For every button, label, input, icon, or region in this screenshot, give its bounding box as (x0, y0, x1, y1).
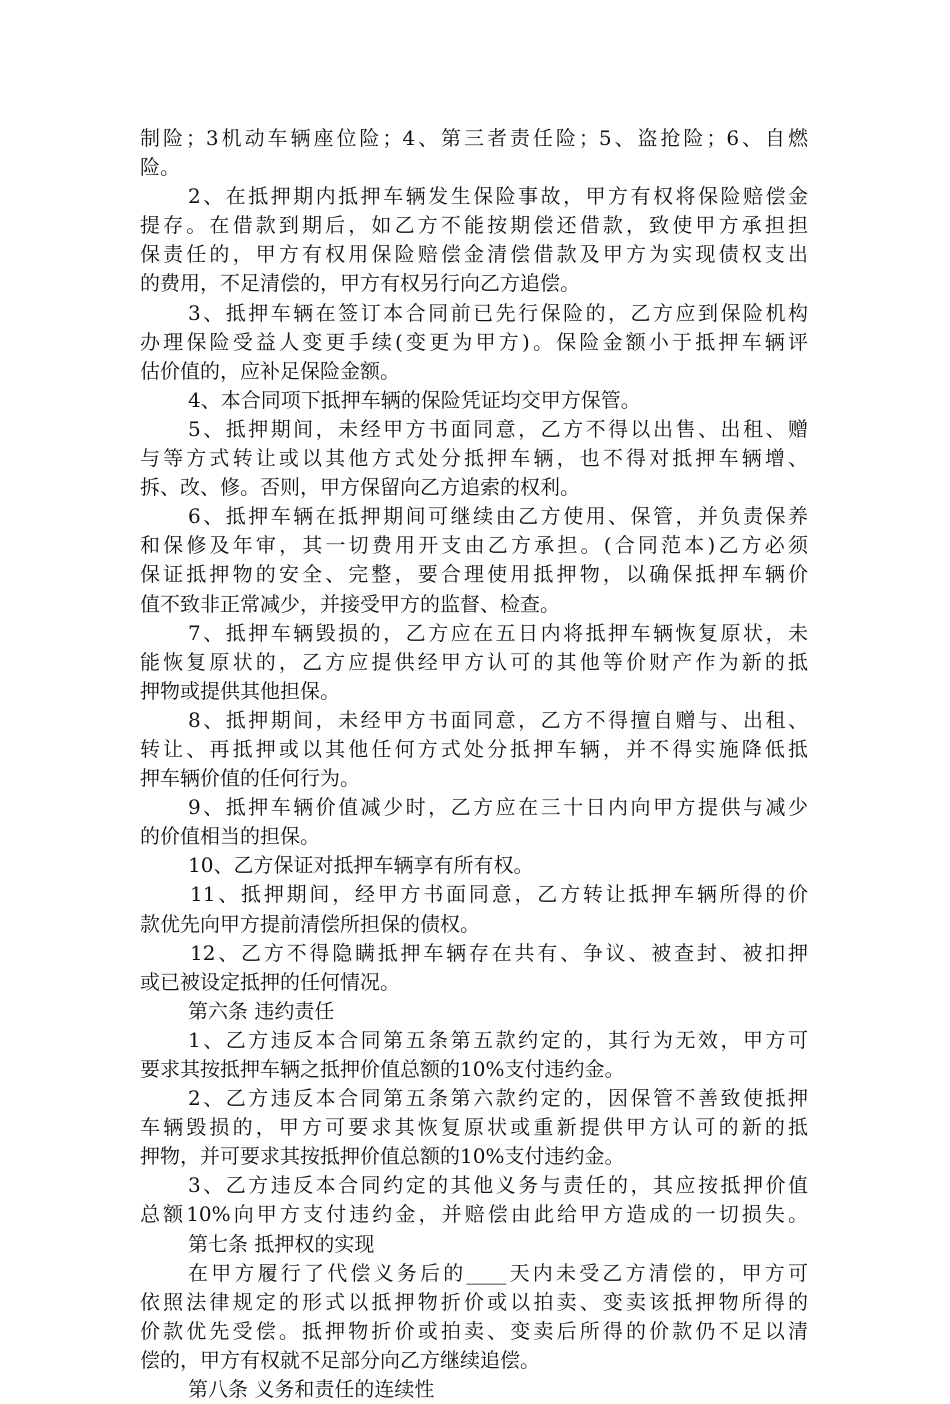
text-line: 押车辆价值的任何行为。 (140, 766, 360, 791)
text-line: 和保修及年审，其一切费用开支由乙方承担。(合同范本)乙方必须 (140, 533, 808, 558)
text-line: 能恢复原状的，乙方应提供经甲方认可的其他等价财产作为新的抵 (140, 649, 808, 674)
text-line: 4、本合同项下抵押车辆的保险凭证均交甲方保管。 (188, 387, 641, 412)
text-line: 2、乙方违反本合同第五条第六款约定的，因保管不善致使抵押 (188, 1086, 808, 1111)
text-line: 保证抵押物的安全、完整，要合理使用抵押物，以确保抵押车辆价 (140, 562, 808, 587)
text-line: 车辆毁损的，甲方可要求其恢复原状或重新提供甲方认可的新的抵 (140, 1115, 808, 1140)
text-line: 7、抵押车辆毁损的，乙方应在五日内将抵押车辆恢复原状，未 (188, 620, 808, 645)
text-line: 要求其按抵押车辆之抵押价值总额的10%支付违约金。 (140, 1057, 625, 1081)
text-line: 11、抵押期间，经甲方书面同意，乙方转让抵押车辆所得的价 (190, 882, 808, 907)
text-line: 险。 (140, 155, 180, 180)
text-line: 3、乙方违反本合同约定的其他义务与责任的，其应按抵押价值 (188, 1173, 808, 1198)
document-page (140, 124, 808, 1404)
text-line: 押物，并可要求其按抵押价值总额的10%支付违约金。 (140, 1144, 625, 1169)
text-line: 3、抵押车辆在签订本合同前已先行保险的，乙方应到保险机构 (188, 300, 808, 325)
text-line: 在甲方履行了代偿义务后的____天内未受乙方清偿的，甲方可 (188, 1260, 808, 1285)
text-line: 依照法律规定的形式以抵押物折价或以拍卖、变卖该抵押物所得的 (140, 1289, 808, 1314)
text-line: 6、抵押车辆在抵押期间可继续由乙方使用、保管，并负责保养 (188, 504, 808, 529)
text-line: 价款优先受偿。抵押物折价或拍卖、变卖后所得的价款仍不足以清 (140, 1318, 808, 1343)
text-line: 的费用，不足清偿的，甲方有权另行向乙方追偿。 (140, 271, 580, 296)
text-line: 偿的，甲方有权就不足部分向乙方继续追偿。 (140, 1347, 540, 1372)
text-line: 办理保险受益人变更手续(变更为甲方)。保险金额小于抵押车辆评 (140, 329, 808, 354)
text-line: 与等方式转让或以其他方式处分抵押车辆，也不得对抵押车辆增、 (140, 446, 808, 471)
text-line: 或已被设定抵押的任何情况。 (140, 969, 400, 994)
text-line: 9、抵押车辆价值减少时，乙方应在三十日内向甲方提供与减少 (188, 795, 808, 820)
text-line: 12、乙方不得隐瞒抵押车辆存在共有、争议、被查封、被扣押 (190, 940, 808, 965)
text-line: 2、在抵押期内抵押车辆发生保险事故，甲方有权将保险赔偿金 (188, 184, 808, 209)
text-line: 制险；3机动车辆座位险；4、第三者责任险；5、盗抢险；6、自燃 (140, 126, 808, 150)
text-line: 的价值相当的担保。 (140, 824, 320, 849)
section-heading: 第八条 义务和责任的连续性 (188, 1377, 435, 1402)
section-heading: 第七条 抵押权的实现 (188, 1231, 375, 1256)
text-line: 款优先向甲方提前清偿所担保的债权。 (140, 911, 480, 936)
text-line: 保责任的，甲方有权用保险赔偿金清偿借款及甲方为实现债权支出 (140, 242, 808, 267)
text-line: 10、乙方保证对抵押车辆享有所有权。 (188, 853, 534, 878)
section-heading: 第六条 违约责任 (188, 998, 335, 1023)
text-line: 拆、改、修。否则，甲方保留向乙方追索的权利。 (140, 475, 580, 500)
text-line: 提存。在借款到期后，如乙方不能按期偿还借款，致使甲方承担担 (140, 213, 808, 238)
text-line: 1、乙方违反本合同第五条第五款约定的，其行为无效，甲方可 (188, 1027, 808, 1052)
text-line: 转让、再抵押或以其他任何方式处分抵押车辆，并不得实施降低抵 (140, 736, 808, 761)
text-line: 押物或提供其他担保。 (140, 678, 340, 703)
text-line: 值不致非正常减少，并接受甲方的监督、检查。 (140, 591, 560, 616)
text-line: 8、抵押期间，未经甲方书面同意，乙方不得擅自赠与、出租、 (188, 707, 808, 732)
text-line: 估价值的，应补足保险金额。 (140, 358, 400, 383)
text-line: 总额10%向甲方支付违约金，并赔偿由此给甲方造成的一切损失。 (140, 1202, 808, 1227)
text-line: 5、抵押期间，未经甲方书面同意，乙方不得以出售、出租、赠 (188, 416, 808, 441)
